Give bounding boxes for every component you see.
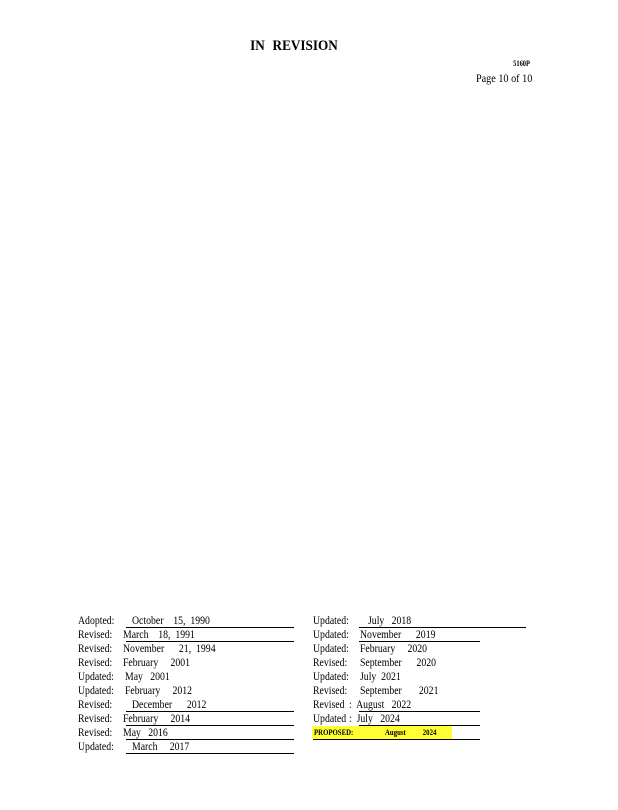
history-date: February 2014 [123,713,191,725]
history-row [313,684,439,698]
history-label: Updated: [313,671,349,683]
underline [126,753,294,754]
history-label: Revised: [313,657,348,669]
history-row [313,656,437,670]
proposed-row [313,726,437,740]
history-row [313,628,436,642]
history-date: February 2012 [125,685,193,697]
history-date: July 2021 [360,671,401,683]
policy-number: 5160P [513,59,530,68]
history-label: Updated: [313,615,349,627]
history-label: Revised [313,699,345,711]
underline [313,739,480,740]
history-row [78,656,191,670]
history-row [78,712,191,726]
history-label: Revised: [313,685,348,697]
history-date: February 2001 [123,657,191,669]
history-label: Updated [313,713,347,725]
history-row [78,628,195,642]
history-row [78,726,168,740]
history-row [78,698,207,712]
history-date: July 2018 [368,615,412,627]
history-row [313,712,400,726]
history-row [313,642,428,656]
history-row [313,614,412,628]
proposed-label: PROPOSED: [314,728,354,737]
history-row [78,642,216,656]
history-label: Revised: [78,643,113,655]
history-date: December 2012 [132,699,207,711]
proposed-date: August 2024 [385,728,437,737]
history-label: Adopted: [78,615,115,627]
history-label: Revised: [78,629,113,641]
revision-history-right [313,614,439,740]
history-row [78,670,170,684]
history-date: May 2016 [123,727,168,739]
history-date: March 18, 1991 [123,629,195,641]
history-date: February 2020 [360,643,428,655]
history-label: Updated: [78,685,114,697]
history-date: March 2017 [132,741,190,753]
history-row [313,670,401,684]
history-row [313,698,412,712]
history-date: November 2019 [360,629,436,641]
history-date: September 2020 [360,657,437,669]
history-date: November 21, 1994 [123,643,216,655]
revision-history-left [78,614,216,754]
history-date: May 2001 [125,671,170,683]
page-number: Page 10 of 10 [475,71,532,85]
history-label: Revised: [78,727,113,739]
history-label: Updated: [313,629,349,641]
history-label: Updated: [78,671,114,683]
history-date: September 2021 [360,685,439,697]
history-row [78,614,210,628]
history-row [78,684,193,698]
history-label: Revised: [78,699,113,711]
history-label: Revised: [78,713,113,725]
document-title: IN REVISION [250,38,338,54]
history-label: Revised: [78,657,113,669]
history-label: Updated: [78,741,114,753]
history-label: Updated: [313,643,349,655]
history-date: : July 2024 [349,713,400,725]
history-date: October 15, 1990 [132,615,210,627]
history-row [78,740,190,754]
history-date: : August 2022 [349,699,412,711]
